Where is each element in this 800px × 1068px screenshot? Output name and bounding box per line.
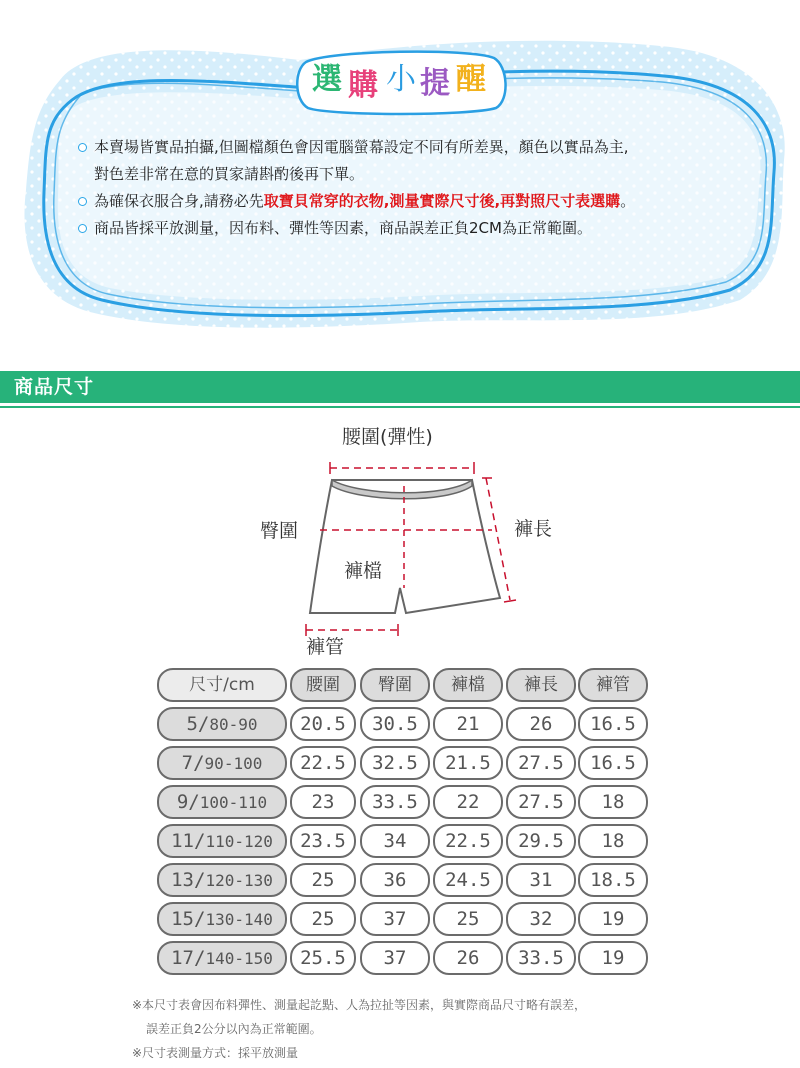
hem-value: 19 <box>578 941 648 975</box>
waist-label: 腰圍(彈性) <box>342 426 433 448</box>
size-number: 7/ <box>181 752 205 774</box>
header-rise: 褲檔 <box>433 668 503 702</box>
size-cell <box>157 746 287 780</box>
hip-value: 37 <box>360 941 430 975</box>
rise-value: 21 <box>433 707 503 741</box>
hip-value: 33.5 <box>360 785 430 819</box>
bullet-icon <box>78 224 87 233</box>
notice-item-1-continued <box>78 161 768 188</box>
notice-item-1-line-2: 對色差非常在意的買家請斟酌後再下單。 <box>94 165 365 183</box>
length-value: 27.5 <box>506 785 576 819</box>
size-cell <box>157 863 287 897</box>
size-range: 140-150 <box>205 949 273 968</box>
notice-item-1-line-1: 本賣場皆實品拍攝,但圖檔顏色會因電腦螢幕設定不同有所差異，顏色以實品為主, <box>94 138 629 156</box>
notice-item-2-end: 。 <box>620 192 636 210</box>
size-range: 130-140 <box>205 910 273 929</box>
size-range: 100-110 <box>199 793 268 812</box>
length-value: 29.5 <box>506 824 576 858</box>
length-label: 褲長 <box>514 518 553 540</box>
size-number: 5/ <box>186 713 210 735</box>
length-value: 31 <box>506 863 576 897</box>
rise-value: 26 <box>433 941 503 975</box>
notice-item-3 <box>78 215 768 242</box>
note-line-1: ※本尺寸表會因布料彈性、測量起訖點、人為拉扯等因素，與實際商品尺寸略有誤差， <box>132 998 587 1012</box>
notice-title-char-1: 選 <box>312 62 342 97</box>
hem-value: 18.5 <box>578 863 648 897</box>
size-cell <box>157 707 287 741</box>
hip-value: 32.5 <box>360 746 430 780</box>
bullet-icon <box>78 197 87 206</box>
size-cell <box>157 902 287 936</box>
header-waist: 腰圍 <box>290 668 356 702</box>
section-header <box>0 371 800 403</box>
bullet-icon <box>78 143 87 152</box>
notice-panel <box>0 0 800 350</box>
notice-title-char-2: 購 <box>348 68 378 103</box>
shorts-measurement-diagram <box>240 420 580 665</box>
header-hip: 臀圍 <box>360 668 430 702</box>
length-value: 26 <box>506 707 576 741</box>
hem-value: 16.5 <box>578 707 648 741</box>
size-number: 13/ <box>171 869 206 891</box>
waist-value: 25.5 <box>290 941 356 975</box>
notice-item-2 <box>78 188 768 215</box>
size-range: 80-90 <box>209 715 258 734</box>
section-divider <box>0 406 800 408</box>
notice-title-char-4: 提 <box>420 66 450 101</box>
notice-list <box>78 134 768 242</box>
waist-value: 25 <box>290 902 356 936</box>
hem-value: 19 <box>578 902 648 936</box>
section-title: 商品尺寸 <box>14 376 95 398</box>
notice-title-char-5: 醒 <box>456 62 486 97</box>
hem-value: 16.5 <box>578 746 648 780</box>
waist-value: 23 <box>290 785 356 819</box>
size-range: 120-130 <box>205 871 273 890</box>
waist-value: 23.5 <box>290 824 356 858</box>
size-number: 17/ <box>171 947 206 969</box>
header-hem: 褲管 <box>578 668 648 702</box>
hem-label: 褲管 <box>306 636 345 658</box>
notice-title-char-3: 小 <box>386 62 416 97</box>
waist-value: 20.5 <box>290 707 356 741</box>
note-line-2: 誤差正負2公分以內為正常範圍。 <box>146 1022 322 1036</box>
rise-value: 21.5 <box>433 746 503 780</box>
notice-item-3-text: 商品皆採平放測量，因布料、彈性等因素，商品誤差正負2CM為正常範圍。 <box>94 219 592 237</box>
size-range: 110-120 <box>205 832 273 851</box>
length-value: 32 <box>506 902 576 936</box>
size-number: 15/ <box>171 908 206 930</box>
hip-label: 臀圍 <box>260 520 299 542</box>
length-value: 27.5 <box>506 746 576 780</box>
rise-value: 25 <box>433 902 503 936</box>
hip-value: 37 <box>360 902 430 936</box>
length-value: 33.5 <box>506 941 576 975</box>
note-line-3: ※尺寸表測量方式：採平放測量 <box>132 1046 299 1060</box>
waist-value: 25 <box>290 863 356 897</box>
notice-title <box>302 54 502 110</box>
size-range: 90-100 <box>204 754 263 773</box>
measurement-notes <box>132 993 586 1065</box>
rise-value: 24.5 <box>433 863 503 897</box>
rise-label: 褲檔 <box>344 560 383 582</box>
notice-item-1 <box>78 134 768 161</box>
size-cell <box>157 824 287 858</box>
shorts-illustration <box>240 420 580 665</box>
rise-value: 22.5 <box>433 824 503 858</box>
waist-value: 22.5 <box>290 746 356 780</box>
header-length: 褲長 <box>506 668 576 702</box>
notice-item-2-highlight: 取寶貝常穿的衣物,測量實際尺寸後,再對照尺寸表選購 <box>263 192 621 210</box>
size-cell <box>157 941 287 975</box>
hip-value: 36 <box>360 863 430 897</box>
notice-item-2-text: 為確保衣服合身,請務必先 <box>94 192 264 210</box>
hip-value: 30.5 <box>360 707 430 741</box>
rise-value: 22 <box>433 785 503 819</box>
hip-value: 34 <box>360 824 430 858</box>
size-number: 11/ <box>171 830 206 852</box>
size-number: 9/ <box>176 791 200 813</box>
hem-value: 18 <box>578 785 648 819</box>
header-size: 尺寸/cm <box>157 668 287 702</box>
size-cell <box>157 785 287 819</box>
hem-value: 18 <box>578 824 648 858</box>
